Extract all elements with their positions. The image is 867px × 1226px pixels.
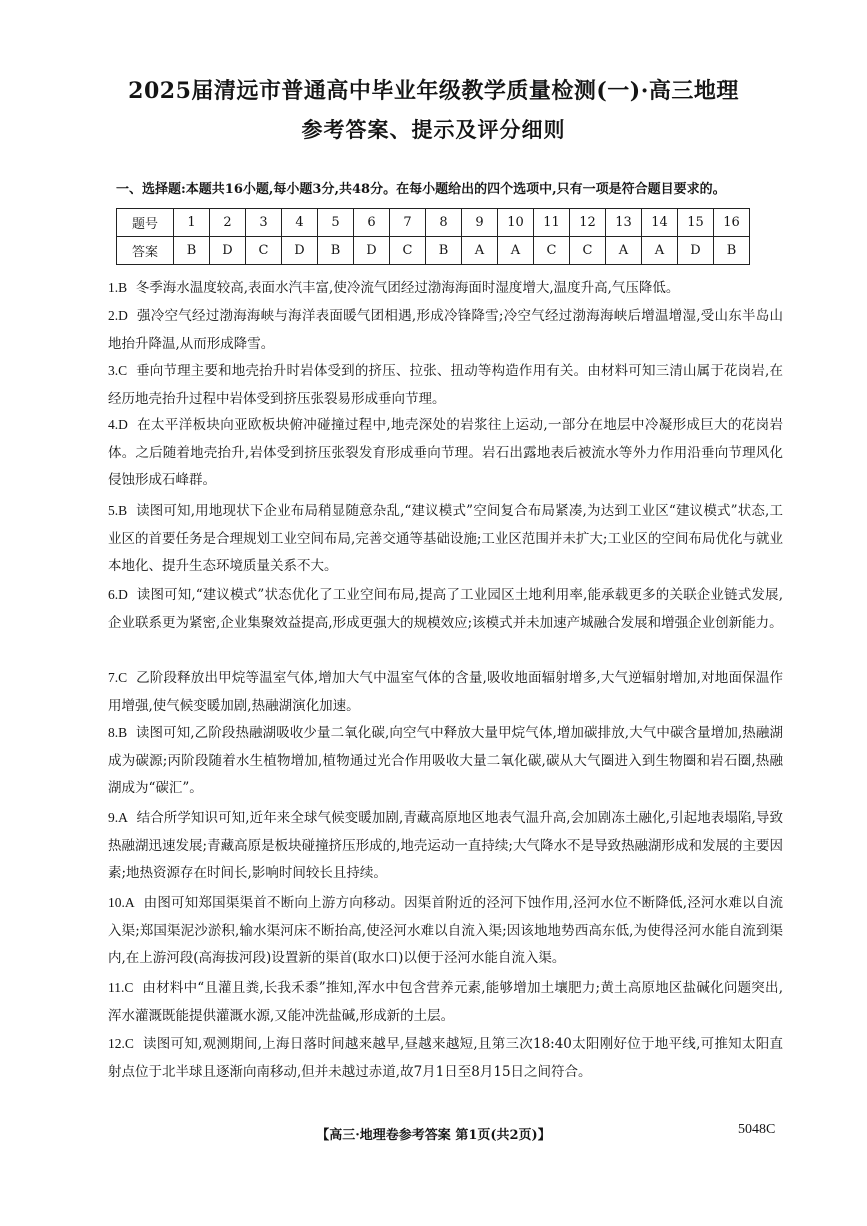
answer-cell: C xyxy=(570,237,606,265)
page-footer: 【高三·地理卷参考答案 第1页(共2页)】 xyxy=(316,1128,551,1143)
question-number-label: 题号 xyxy=(117,209,174,237)
question-number-cell: 6 xyxy=(354,209,390,237)
answer-cell: B xyxy=(426,237,462,265)
explanation-item xyxy=(108,664,783,720)
answer-cell: C xyxy=(534,237,570,265)
question-number-cell: 15 xyxy=(678,209,714,237)
answer-cell: A xyxy=(462,237,498,265)
answer-row xyxy=(117,237,750,265)
item-text: 在太平洋板块向亚欧板块俯冲碰撞过程中,地壳深处的岩浆往上运动,一部分在地层中冷凝形成巨大的花岗岩体。之后随着地壳抬升,岩体受到挤压张裂发育形成垂向节理。岩石出露地表后被流水等外力作用沿垂向节理风化侵蚀形成石峰群。 xyxy=(108,417,783,488)
item-text: 由图可知郑国渠渠首不断向上游方向移动。因渠首附近的泾河下蚀作用,泾河水位不断降低,泾河水难以自流入渠;郑国渠泥沙淤积,输水渠河床不断抬高,使泾河水难以自流入渠;因该地地势西高东低,为使得泾河水能自流到渠内,在上游河段(高海拔河段)设置新的渠首(取水口)以便于泾河水能自流入渠。 xyxy=(108,895,783,966)
item-text: 乙阶段释放出甲烷等温室气体,增加大气中温室气体的含量,吸收地面辐射增多,大气逆辐射增加,对地面保温作用增强,使气候变暖加剧,热融湖演化加速。 xyxy=(108,670,783,714)
item-number: 12.C xyxy=(108,1036,134,1051)
explanation-item xyxy=(108,1030,783,1086)
question-number-cell: 7 xyxy=(390,209,426,237)
item-number: 7.C xyxy=(108,670,128,685)
explanation-item xyxy=(108,497,783,581)
question-number-cell: 3 xyxy=(246,209,282,237)
section-heading: 一、选择题:本题共16小题,每小题3分,共48分。在每小题给出的四个选项中,只有一项是符合题目要求的。 xyxy=(116,182,726,197)
item-text: 由材料中“且灌且粪,长我禾黍”推知,浑水中包含营养元素,能够增加土壤肥力;黄土高原地区盐碱化问题突出,浑水灌溉既能提供灌溉水源,又能冲洗盐碱,形成新的土层。 xyxy=(108,980,783,1024)
item-number: 1.B xyxy=(108,280,128,295)
item-number: 4.D xyxy=(108,417,128,432)
explanation-item xyxy=(108,889,783,973)
question-number-cell: 11 xyxy=(534,209,570,237)
item-text: 读图可知,“建议模式”状态优化了工业空间布局,提高了工业园区土地利用率,能承载更多的关联企业链式发展,企业联系更为紧密,企业集聚效益提高,形成更强大的规模效应;该模式并未加速产城融合发展和增强企业创新能力。 xyxy=(108,587,783,631)
question-number-cell: 5 xyxy=(318,209,354,237)
item-text: 读图可知,用地现状下企业布局稍显随意杂乱,“建议模式”空间复合布局紧凑,为达到工业区“建议模式”状态,工业区的首要任务是合理规划工业空间布局,完善交通等基础设施;工业区范围并未扩大;工业区的空间布局优化与就业本地化、提升生态环境质量关系不大。 xyxy=(108,503,783,574)
item-text: 读图可知,乙阶段热融湖吸收少量二氧化碳,向空气中释放大量甲烷气体,增加碳排放,大气中碳含量增加,热融湖成为碳源;丙阶段随着水生植物增加,植物通过光合作用吸收大量二氧化碳,碳从大气圈进入到生物圈和岩石圈,热融湖成为“碳汇”。 xyxy=(108,725,783,796)
paper-code: 5048C xyxy=(738,1122,776,1137)
item-text: 冬季海水温度较高,表面水汽丰富,使冷流气团经过渤海海面时湿度增大,温度升高,气压降低。 xyxy=(135,280,680,296)
explanation-item xyxy=(108,719,783,803)
answer-table xyxy=(116,208,750,265)
question-number-cell: 2 xyxy=(210,209,246,237)
item-number: 2.D xyxy=(108,308,128,323)
answer-cell: B xyxy=(714,237,750,265)
question-number-cell: 13 xyxy=(606,209,642,237)
answer-cell: C xyxy=(246,237,282,265)
question-number-cell: 14 xyxy=(642,209,678,237)
question-number-cell: 8 xyxy=(426,209,462,237)
answer-cell: A xyxy=(606,237,642,265)
question-number-cell: 12 xyxy=(570,209,606,237)
explanation-item xyxy=(108,274,783,303)
answer-cell: B xyxy=(318,237,354,265)
question-number-cell: 9 xyxy=(462,209,498,237)
item-number: 11.C xyxy=(108,980,134,995)
question-number-row xyxy=(117,209,750,237)
answer-cell: D xyxy=(354,237,390,265)
answer-cell: B xyxy=(174,237,210,265)
item-text: 强冷空气经过渤海海峡与海洋表面暖气团相遇,形成冷锋降雪;冷空气经过渤海海峡后增温增湿,受山东半岛山地抬升降温,从而形成降雪。 xyxy=(108,308,783,352)
item-text: 读图可知,观测期间,上海日落时间越来越早,昼越来越短,且第三次18:40太阳刚好位于地平线,可推知太阳直射点位于北半球且逐渐向南移动,但并未越过赤道,故7月1日至8月15日之间符合。 xyxy=(108,1036,783,1080)
explanation-item xyxy=(108,302,783,358)
answer-cell: D xyxy=(282,237,318,265)
page-title: 2025届清远市普通高中毕业年级教学质量检测(一)·高三地理 xyxy=(128,78,739,104)
answer-label: 答案 xyxy=(117,237,174,265)
explanation-item xyxy=(108,581,783,637)
item-number: 8.B xyxy=(108,725,128,740)
item-number: 9.A xyxy=(108,810,128,825)
answer-cell: C xyxy=(390,237,426,265)
item-number: 5.B xyxy=(108,503,128,518)
explanation-item xyxy=(108,804,783,888)
explanation-item xyxy=(108,357,783,413)
answer-cell: A xyxy=(642,237,678,265)
question-number-cell: 10 xyxy=(498,209,534,237)
answer-cell: D xyxy=(210,237,246,265)
item-number: 3.C xyxy=(108,363,128,378)
page-subtitle: 参考答案、提示及评分细则 xyxy=(301,117,566,142)
answer-cell: A xyxy=(498,237,534,265)
answer-cell: D xyxy=(678,237,714,265)
item-number: 6.D xyxy=(108,587,128,602)
question-number-cell: 16 xyxy=(714,209,750,237)
explanation-item xyxy=(108,974,783,1030)
question-number-cell: 1 xyxy=(174,209,210,237)
question-number-cell: 4 xyxy=(282,209,318,237)
item-text: 结合所学知识可知,近年来全球气候变暖加剧,青藏高原地区地表气温升高,会加剧冻土融化,引起地表塌陷,导致热融湖迅速发展;青藏高原是板块碰撞挤压形成的,地壳运动一直持续;大气降水不是导致热融湖形成和发展的主要因素;地热资源存在时间长,影响时间较长且持续。 xyxy=(108,810,783,881)
explanation-item xyxy=(108,411,783,495)
item-text: 垂向节理主要和地壳抬升时岩体受到的挤压、拉张、扭动等构造作用有关。由材料可知三清山属于花岗岩,在经历地壳抬升过程中岩体受到挤压张裂易形成垂向节理。 xyxy=(108,363,783,407)
item-number: 10.A xyxy=(108,895,135,910)
